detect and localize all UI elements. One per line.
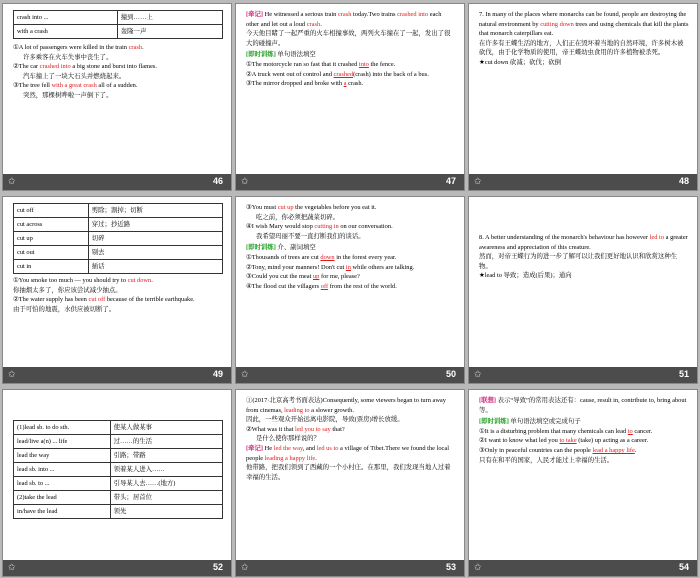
translation: 今天他目睹了一起严重的火车相撞事故，两列火车撞在了一起，发出了很大的碰撞声。	[246, 30, 451, 47]
table-cell: with a crash	[14, 25, 118, 39]
table-row	[14, 463, 223, 477]
slide-footer-bar	[469, 174, 697, 190]
slide-content	[479, 233, 689, 363]
table-cell: 引导某人去……(地方)	[110, 477, 222, 491]
drill-item: ②A truck went out of control and crashed(crash) into the back of a bus.	[246, 70, 429, 78]
translation: 因此，一些观众开始远离电影院，导致(票房)增长放缓。	[246, 416, 404, 424]
note-paragraph: [联想] 表示“导致”的常用表达还有：cause, result in, contribute to, bring about 等。	[479, 397, 687, 414]
slide-number: 50	[445, 369, 456, 379]
star-icon[interactable]: ✩	[8, 369, 16, 379]
table-cell: 使某人做某事	[110, 421, 222, 435]
example-sentence: ①You smoke too much — you should try to cut down.	[13, 277, 153, 284]
table-cell: 轰隆一声	[117, 25, 222, 39]
slide-number: 48	[678, 176, 689, 186]
table-row	[14, 477, 223, 491]
table-cell: 过……的生活	[110, 435, 222, 449]
table-row	[14, 421, 223, 435]
slide-thumbnail-52[interactable]	[2, 389, 232, 577]
reading-sentence: 8. A better understanding of the monarch's behaviour has however led to a greater awareness and appreciation of this creature.	[479, 234, 688, 251]
slide-number: 46	[212, 176, 223, 186]
note-paragraph: [牵记] He led the way, and led us to a village of Tibet.There we found the local people leading a happy life.	[246, 444, 449, 462]
table-cell: 带头；居首位	[110, 491, 222, 505]
drill-item: ①It is a disturbing problem that many chemicals can lead to cancer.	[479, 427, 653, 435]
table-cell: 剔去	[88, 246, 222, 260]
slide-content	[479, 396, 689, 556]
star-icon[interactable]: ✩	[241, 369, 249, 379]
translation: 然而，对帝王蝶行为的进一步了解可以让我们更好地认识和欣赏这种生物。	[479, 253, 678, 270]
star-icon[interactable]: ✩	[474, 176, 482, 186]
slide-content	[479, 10, 689, 170]
slide-number: 49	[212, 369, 223, 379]
slide-number: 53	[445, 562, 456, 572]
slide-footer-bar	[469, 367, 697, 383]
translation: 吃之前，你必须把蔬菜切碎。	[256, 213, 340, 221]
slide-number: 52	[212, 562, 223, 572]
star-icon[interactable]: ✩	[8, 562, 16, 572]
translation: 是什么使你那样说的？	[256, 435, 320, 443]
table-cell: cut up	[14, 232, 89, 246]
table-row	[14, 449, 223, 463]
slide-content	[13, 10, 223, 170]
slide-thumbnail-47[interactable]	[235, 3, 465, 191]
drill-item: ②I want to know what led you to take (take) up acting as a career.	[479, 437, 649, 445]
drill-item: ④The flood cut the villagers off from the rest of the world.	[246, 282, 397, 290]
drill-item: ③Could you cut the meat up for me, please?	[246, 273, 360, 281]
slide-footer-bar	[236, 560, 464, 576]
table-cell: in/have the lead	[14, 505, 111, 519]
example-sentence: ①A lot of passengers were killed in the train crash.	[13, 44, 144, 51]
star-icon[interactable]: ✩	[241, 176, 249, 186]
slide-footer-bar	[3, 560, 231, 576]
table-cell: 切碎	[88, 232, 222, 246]
table-cell: cut off	[14, 204, 89, 218]
slide-footer-bar	[236, 367, 464, 383]
table-row	[14, 246, 223, 260]
slide-thumbnail-54[interactable]	[468, 389, 698, 577]
table-cell: cut across	[14, 218, 89, 232]
slide-number: 47	[445, 176, 456, 186]
table-row	[14, 435, 223, 449]
table-cell: cut out	[14, 246, 89, 260]
drill-heading: [即时训练] 介、副词填空	[246, 244, 316, 252]
slide-content	[246, 396, 456, 556]
drill-item: ②Tony, mind your manners! Don't cut in while others are talking.	[246, 263, 415, 271]
slide-content	[246, 10, 456, 170]
table-row	[14, 260, 223, 274]
drill-item: ③The mirror dropped and broke with a crash.	[246, 80, 364, 88]
star-icon[interactable]: ✩	[241, 562, 249, 572]
vocab-table	[13, 10, 223, 39]
example-sentence: ①(2017·北京高考书面表达)Consequently, some viewers began to turn away from cinemas, leading to a slower growth.	[246, 397, 446, 414]
table-row	[14, 204, 223, 218]
star-icon[interactable]: ✩	[474, 369, 482, 379]
slide-thumbnail-51[interactable]	[468, 196, 698, 384]
slide-thumbnail-50[interactable]	[235, 196, 465, 384]
drill-item: ①Thousands of trees are cut down in the forest every year.	[246, 253, 397, 261]
translation: 汽车撞上了一块大石头并燃烧起来。	[23, 72, 126, 80]
reading-sentence: 7. In many of the places where monarchs can be found, people are destroying the natural environment by cutting down trees and using chemicals that kill the plants that monarch caterpillars eat.	[479, 11, 689, 38]
example-sentence: ④I wish Mary would stop cutting in on our conversation.	[246, 223, 393, 231]
table-row	[14, 505, 223, 519]
table-row	[14, 491, 223, 505]
table-row	[14, 11, 223, 25]
slide-number: 51	[678, 369, 689, 379]
slide-thumbnail-49[interactable]	[2, 196, 232, 384]
translation: 突然，那棵树哗啦一声倒下了。	[23, 91, 113, 99]
table-cell: lead the way	[14, 449, 111, 463]
key-phrase: ★cut down 砍减；砍伐；砍倒	[479, 58, 562, 66]
table-cell: lead sb. into ...	[14, 463, 111, 477]
slide-thumbnail-53[interactable]	[235, 389, 465, 577]
translation: 许多乘客在火车失事中丧生了。	[23, 53, 113, 61]
vocab-table	[13, 420, 223, 519]
slide-content	[246, 203, 456, 363]
drill-heading: [即时训练] 单句语法填空或完成句子	[479, 418, 581, 426]
table-cell: 穿过；抄近路	[88, 218, 222, 232]
table-row	[14, 218, 223, 232]
slide-content	[13, 420, 223, 556]
note-paragraph: [牵记] He witnessed a serious train crash today.Two trains crashed into each other and let out a loud crash.	[246, 11, 442, 28]
drill-heading: [即时训练] 单句语法填空	[246, 51, 316, 59]
table-cell: 引路；带路	[110, 449, 222, 463]
example-sentence: ②The car crashed into a big stone and burst into flames.	[13, 63, 157, 71]
slide-footer-bar	[469, 560, 697, 576]
table-row	[14, 25, 223, 39]
key-phrase: ★lead to 导致；造成(后果)；通向	[479, 272, 572, 280]
vocab-table	[13, 203, 223, 274]
table-cell: 剪除；割掉；切断	[88, 204, 222, 218]
table-row	[14, 232, 223, 246]
star-icon[interactable]: ✩	[474, 562, 482, 572]
slide-footer-bar	[3, 174, 231, 190]
table-cell: 领着某人进入……	[110, 463, 222, 477]
slide-footer-bar	[236, 174, 464, 190]
table-cell: 领先	[110, 505, 222, 519]
slide-footer-bar	[3, 367, 231, 383]
drill-item: ①The motorcycle ran so fast that it crashed into the fence.	[246, 60, 396, 68]
drill-item: ③Only in peaceful countries can the people lead a happy life.	[479, 446, 637, 454]
table-cell: 撞到……上	[117, 11, 222, 25]
example-sentence: ③You must cut up the vegetables before you eat it.	[246, 204, 377, 211]
slide-content	[13, 203, 223, 363]
star-icon[interactable]: ✩	[8, 176, 16, 186]
table-cell: (2)take the lead	[14, 491, 111, 505]
example-sentence: ②The water supply has been cut off because of the terrible earthquake.	[13, 296, 195, 304]
table-cell: lead/live a(n) ... life	[14, 435, 111, 449]
translation: 你抽烟太多了，你应该尝试减少抽点。	[13, 286, 122, 294]
slide-thumbnail-46[interactable]	[2, 3, 232, 191]
table-cell: 插话	[88, 260, 222, 274]
translation: 他带路，把我们领到了西藏的一个小村庄。在那里，我们发现当地人过着幸福的生活。	[246, 464, 451, 481]
slide-thumbnail-48[interactable]	[468, 3, 698, 191]
table-cell: crash into ...	[14, 11, 118, 25]
translation: 由于可怕的地震，水供应被切断了。	[13, 305, 116, 313]
table-cell: (1)lead sb. to do sth.	[14, 421, 111, 435]
table-cell: lead sb. to ...	[14, 477, 111, 491]
example-sentence: ③The tree fell with a great crash all of a sudden.	[13, 82, 138, 90]
slide-number: 54	[678, 562, 689, 572]
translation: 在许多有王蝶生活的地方，人们正在毁坏着当地的自然环境，许多树木被砍伐，由于化学物质的使用，帝王蝶幼虫食用的许多植物被杀死。	[479, 39, 684, 57]
translation: 我希望玛丽不要一直打断我们的谈话。	[256, 232, 365, 240]
table-cell: cut in	[14, 260, 89, 274]
example-sentence: ②What was it that led you to say that?	[246, 425, 345, 433]
translation: 只有在和平的国家，人民才能过上幸福的生活。	[479, 456, 614, 464]
